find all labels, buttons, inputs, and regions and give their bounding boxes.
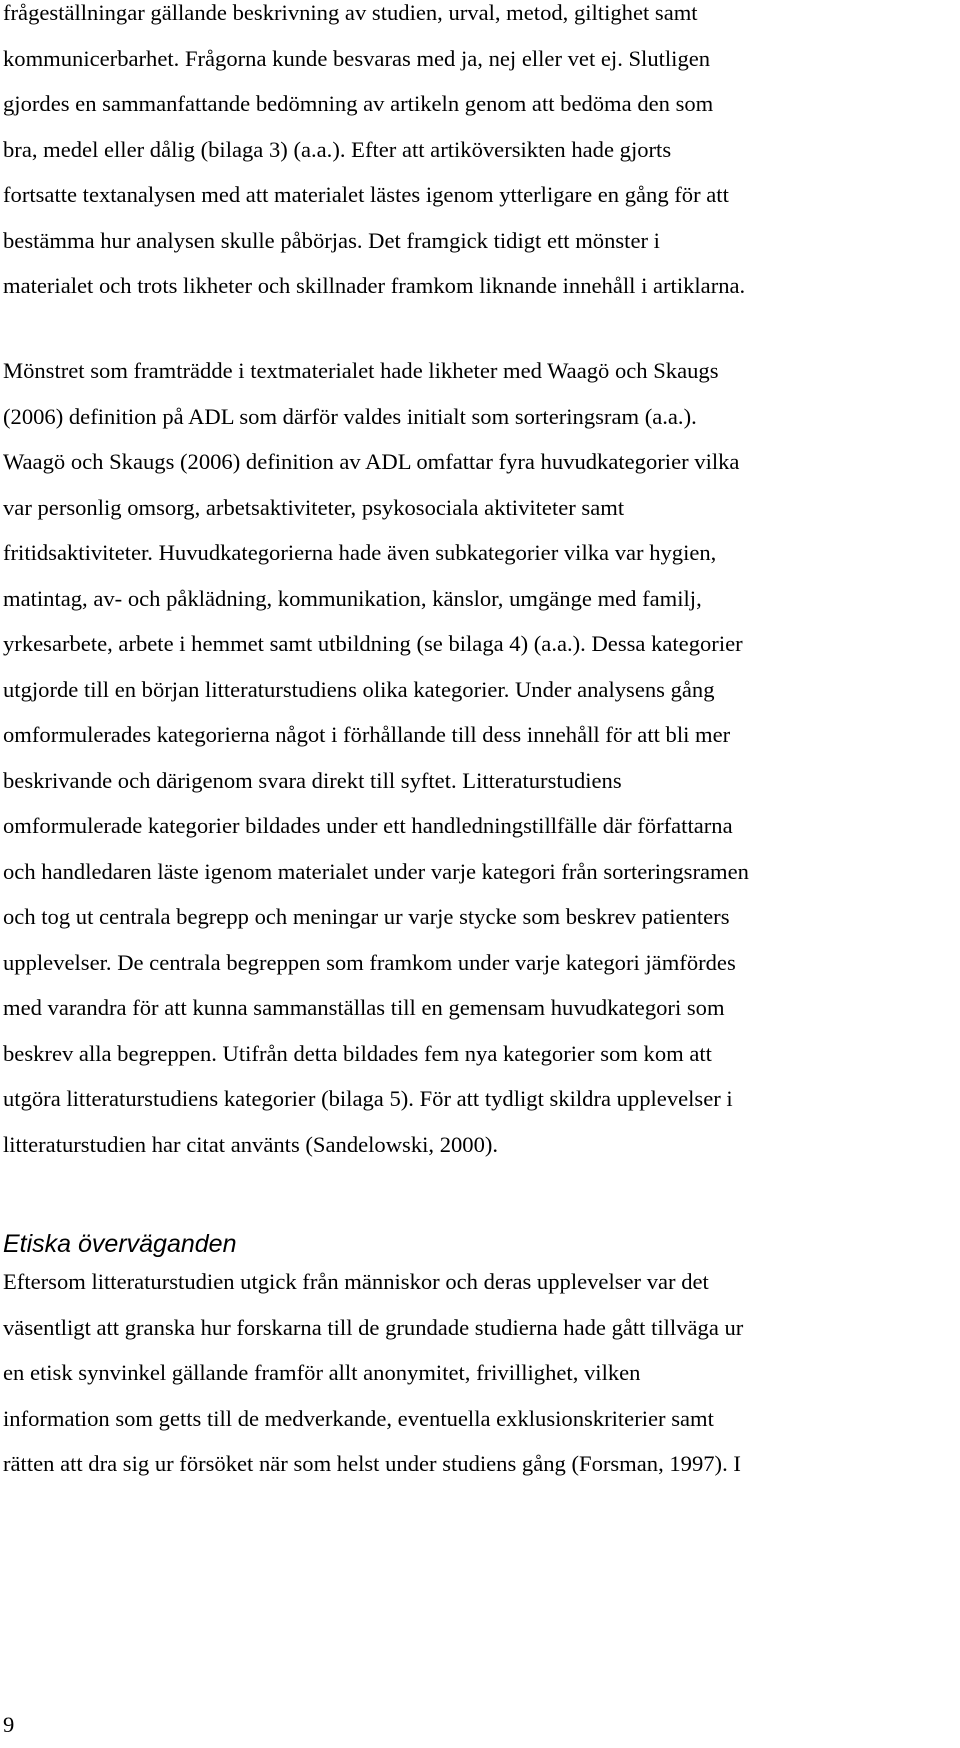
text-line: Eftersom litteraturstudien utgick från människor och deras upplevelser var det <box>3 1269 709 1294</box>
text-line: matintag, av- och påklädning, kommunikation, känslor, umgänge med familj, <box>3 585 702 611</box>
text-line: (2006) definition på ADL som därför valdes initialt som sorteringsram (a.a.). <box>3 403 697 429</box>
text-line: med varandra för att kunna sammanställas till en gemensam huvudkategori som <box>3 995 725 1020</box>
text-line: yrkesarbete, arbete i hemmet samt utbildning (se bilaga 4) (a.a.). Dessa kategorier <box>3 631 743 656</box>
text-line: Mönstret som framträdde i textmaterialet hade likheter med Waagö och Skaugs <box>3 358 719 383</box>
text-line: fritidsaktiviteter. Huvudkategorierna hade även subkategorier vilka var hygien, <box>3 540 717 565</box>
text-line: var personlig omsorg, arbetsaktiviteter, psykosociala aktiviteter samt <box>3 494 625 520</box>
text-line: bestämma hur analysen skulle påbörjas. Det framgick tidigt ett mönster i <box>3 227 660 253</box>
page-number: 9 <box>3 1712 15 1737</box>
text-line: bra, medel eller dålig (bilaga 3) (a.a.). Efter att artiköversikten hade gjorts <box>3 136 672 162</box>
text-line: omformulerades kategorierna något i förhållande till dess innehåll för att bli mer <box>3 722 731 747</box>
text-line: utgjorde till en början litteraturstudiens olika kategorier. Under analysens gång <box>3 676 715 702</box>
text-line: upplevelser. De centrala begreppen som framkom under varje kategori jämfördes <box>3 949 736 975</box>
text-line: beskrev alla begreppen. Utifrån detta bildades fem nya kategorier som kom att <box>3 1040 712 1066</box>
section-heading: Etiska överväganden <box>3 1230 237 1258</box>
text-line: rätten att dra sig ur försöket när som helst under studiens gång (Forsman, 1997). I <box>3 1451 741 1476</box>
analysis-paragraph <box>3 348 958 1167</box>
method-paragraph <box>3 0 958 309</box>
text-line: beskrivande och därigenom svara direkt till syftet. Litteraturstudiens <box>3 767 622 793</box>
text-line: väsentligt att granska hur forskarna till de grundade studierna hade gått tillväga ur <box>3 1314 744 1340</box>
ethics-paragraph <box>3 1259 958 1487</box>
text-line: gjordes en sammanfattande bedömning av artikeln genom att bedöma den som <box>3 91 714 116</box>
text-line: materialet och trots likheter och skillnader framkom liknande innehåll i artiklarna. <box>3 273 746 298</box>
text-line: litteraturstudien har citat använts (Sandelowski, 2000). <box>3 1131 499 1157</box>
text-line: omformulerade kategorier bildades under ett handledningstillfälle där författarna <box>3 813 733 838</box>
text-line: kommunicerbarhet. Frågorna kunde besvaras med ja, nej eller vet ej. Slutligen <box>3 45 711 71</box>
text-line: utgöra litteraturstudiens kategorier (bilaga 5). För att tydligt skildra upplevelser i <box>3 1086 733 1111</box>
text-line: fortsatte textanalysen med att materialet lästes igenom ytterligare en gång för att <box>3 182 729 207</box>
text-line: frågeställningar gällande beskrivning av studien, urval, metod, giltighet samt <box>3 0 698 25</box>
text-line: Waagö och Skaugs (2006) definition av ADL omfattar fyra huvudkategorier vilka <box>3 449 740 474</box>
text-line: och tog ut centrala begrepp och meningar ur varje stycke som beskrev patienters <box>3 904 730 929</box>
text-line: information som getts till de medverkande, eventuella exklusionskriterier samt <box>3 1405 714 1431</box>
text-line: och handledaren läste igenom materialet under varje kategori från sorteringsramen <box>3 858 749 884</box>
text-line: en etisk synvinkel gällande framför allt anonymitet, frivillighet, vilken <box>3 1360 641 1385</box>
